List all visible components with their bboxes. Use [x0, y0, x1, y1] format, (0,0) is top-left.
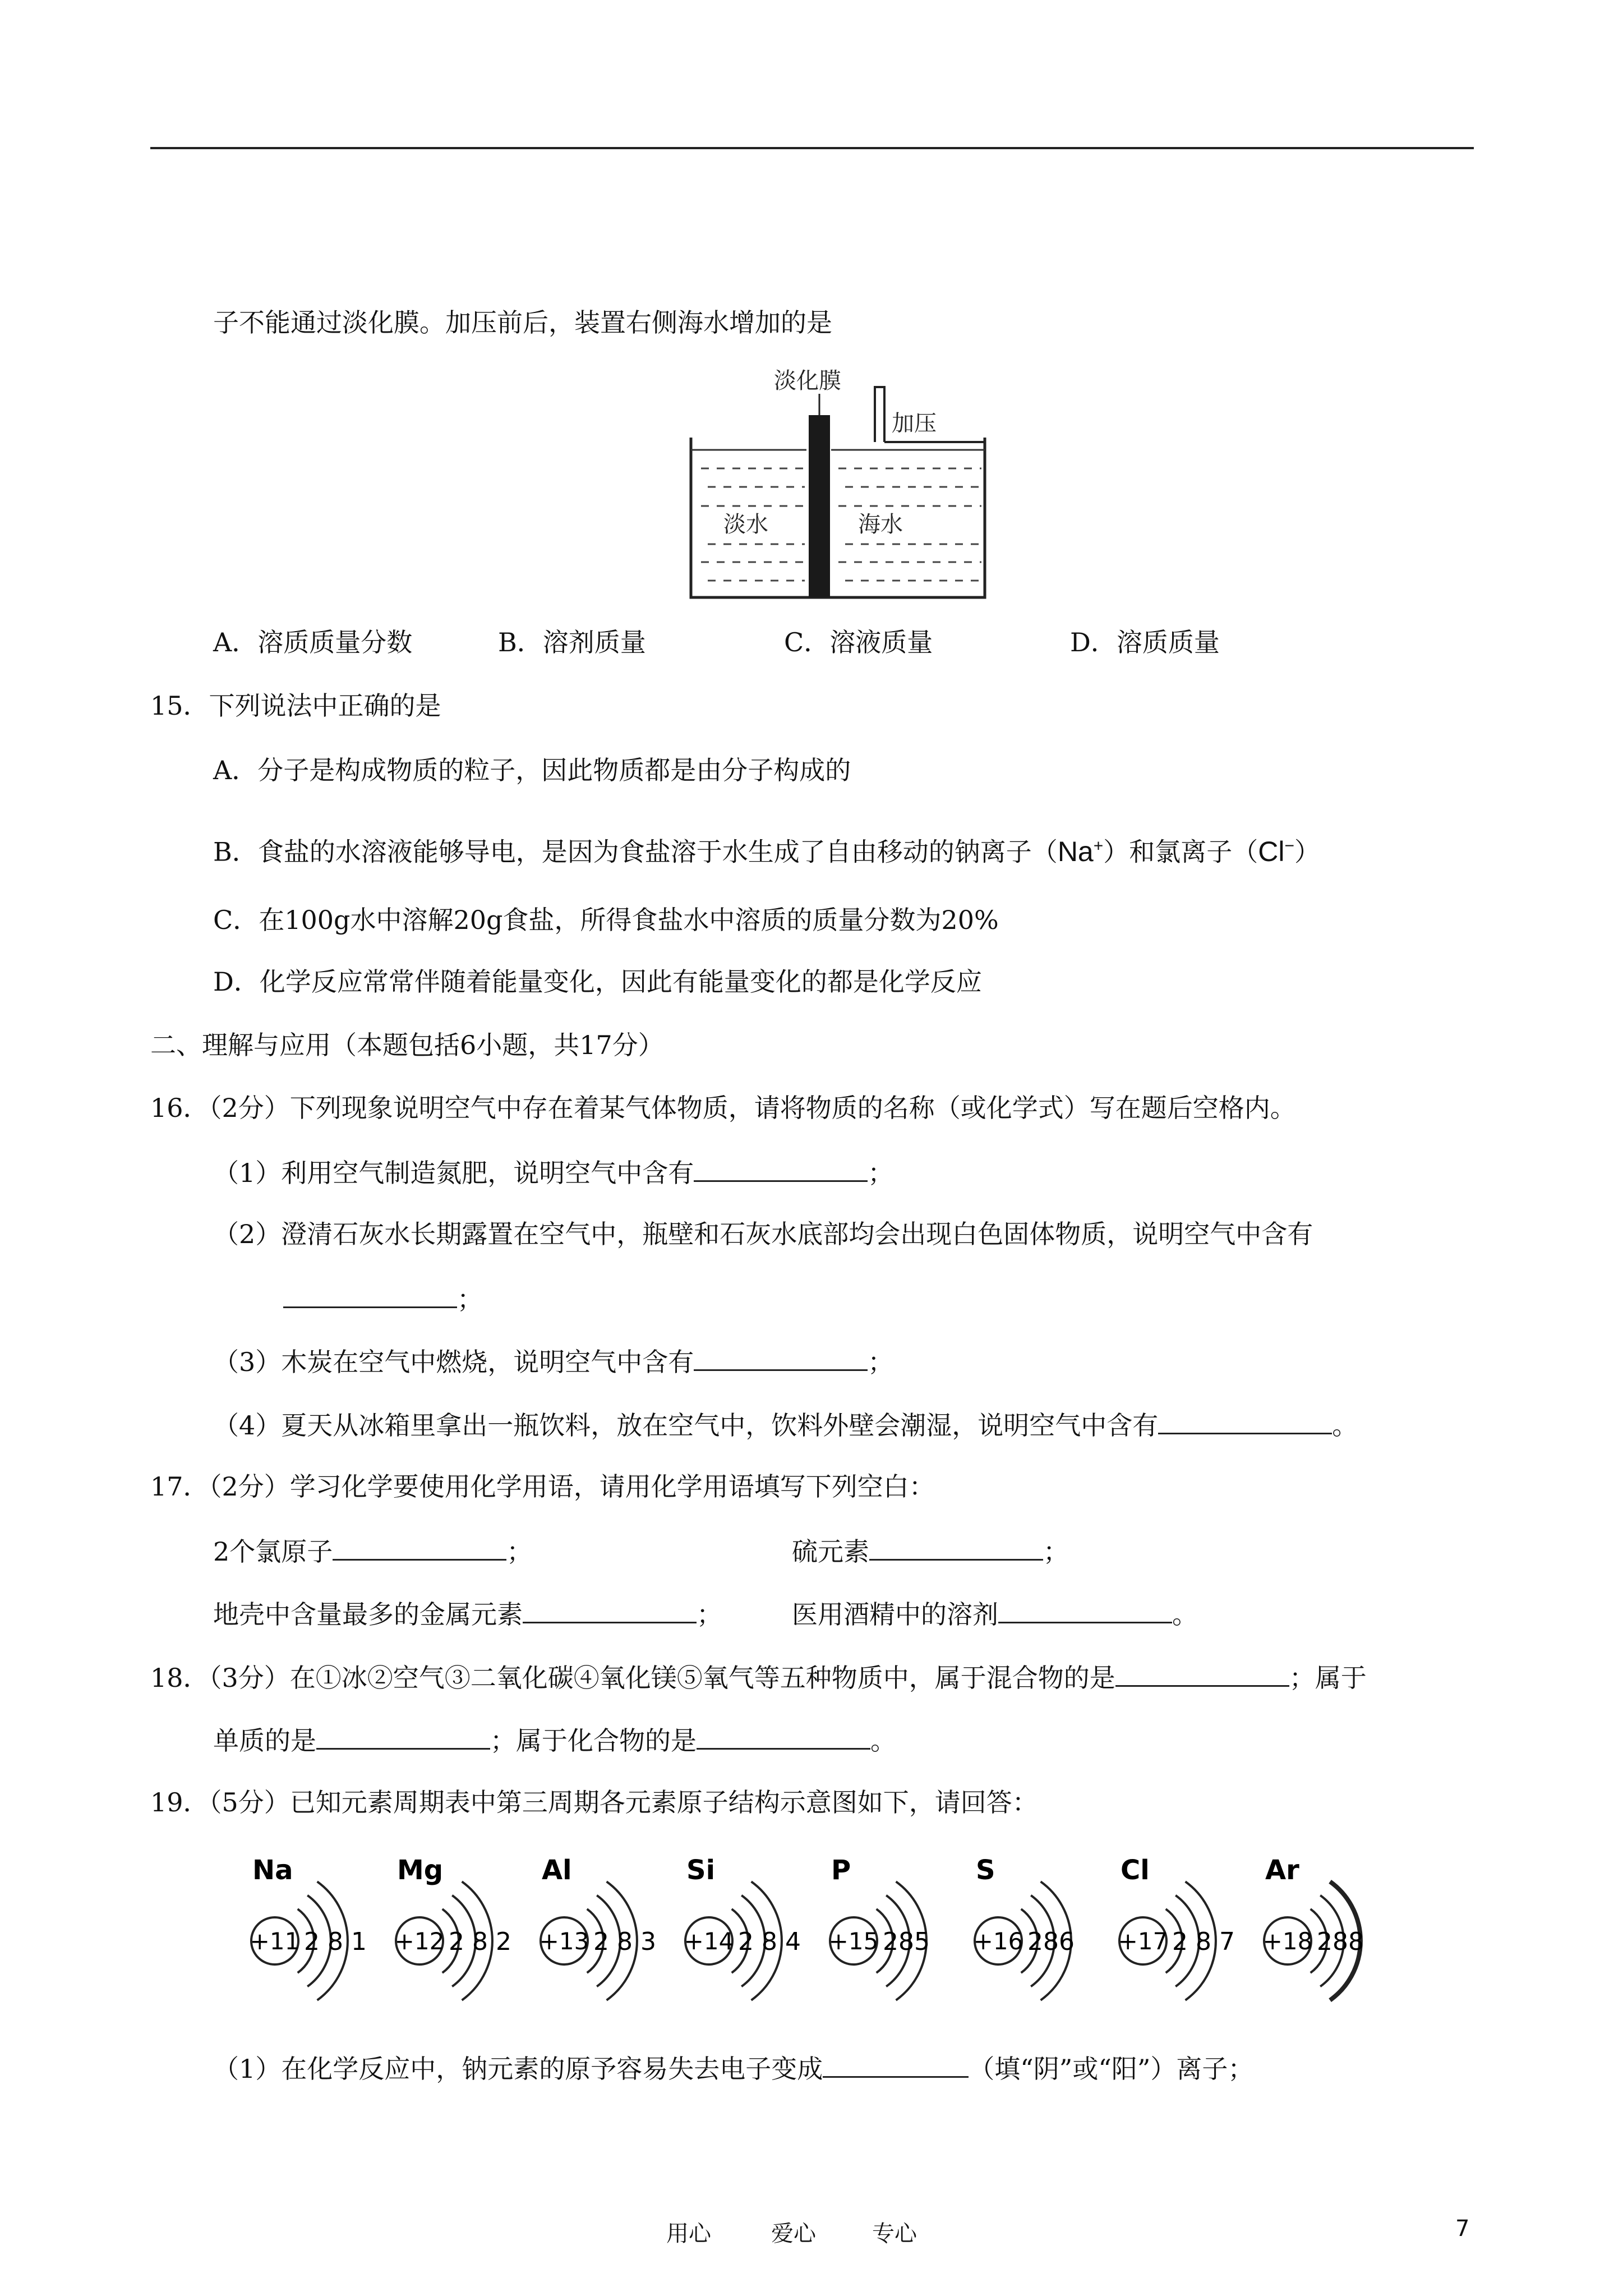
shell-electron-counts: 2 8 4	[738, 1927, 801, 1956]
q17-item2: 硫元素 ；	[792, 1533, 1069, 1568]
footer-motto-3: 专心	[872, 2221, 917, 2247]
answer-blank[interactable]	[823, 2050, 969, 2078]
answer-blank[interactable]	[316, 1722, 490, 1750]
pressure-label: 加压	[892, 411, 937, 436]
q17-item1: 2个氯原子 ；	[213, 1533, 532, 1568]
nucleus-charge: +13	[539, 1927, 589, 1955]
chloride-ion: Cl−	[1258, 835, 1295, 867]
element-symbol: Al	[542, 1855, 572, 1886]
header-rule	[150, 147, 1474, 149]
q14-option-c: C．溶液质量	[784, 627, 933, 657]
atom-diagram-mg	[395, 1855, 511, 2000]
q15-option-b: B．食盐的水溶液能够导电，是因为食盐溶于水生成了自由移动的钠离子（Na+）和氯离子（Cl−）	[213, 835, 1321, 867]
element-symbol: Si	[686, 1855, 716, 1886]
element-symbol: Mg	[397, 1855, 444, 1886]
q15-option-a: A．分子是构成物质的粒子，因此物质都是由分子构成的	[213, 755, 851, 785]
desalination-figure	[684, 359, 998, 606]
q14-option-a: A．溶质质量分数	[213, 627, 413, 657]
nucleus-charge: +16	[973, 1927, 1023, 1955]
answer-blank[interactable]	[998, 1596, 1172, 1623]
sea-water-label: 海水	[858, 512, 903, 537]
answer-blank[interactable]	[694, 1154, 868, 1182]
nucleus-charge: +15	[828, 1927, 879, 1955]
shell-electron-counts: 2 8 2	[449, 1927, 511, 1956]
answer-blank[interactable]	[697, 1722, 870, 1750]
answer-blank[interactable]	[694, 1343, 868, 1371]
atom-diagram-si	[684, 1855, 801, 2000]
element-symbol: S	[976, 1855, 995, 1886]
q16-part1: （1）利用空气制造氮肥，说明空气中含有 ；	[213, 1154, 893, 1190]
footer-motto-2: 爱心	[771, 2221, 816, 2247]
q14-option-d: D．溶质质量	[1070, 627, 1220, 657]
nucleus-charge: +12	[394, 1927, 445, 1955]
page-number: 7	[1455, 2216, 1470, 2242]
shell-electron-counts: 286	[1027, 1927, 1075, 1956]
atom-diagram-ar	[1263, 1855, 1364, 2000]
section-title: 二、理解与应用（本题包括6小题，共17分）	[150, 1030, 664, 1060]
q15-option-d: D．化学反应常常伴随着能量变化，因此有能量变化的都是化学反应	[213, 967, 982, 997]
q16-stem: 16．（2分）下列现象说明空气中存在着某气体物质，请将物质的名称（或化学式）写在题后空格内。	[150, 1093, 1296, 1123]
atom-diagram-al	[540, 1855, 656, 2000]
q17-stem: 17．（2分）学习化学要使用化学用语，请用化学用语填写下列空白：	[150, 1471, 935, 1502]
footer-motto-1: 用心	[666, 2221, 711, 2247]
answer-blank[interactable]	[1115, 1659, 1289, 1687]
answer-blank[interactable]	[333, 1533, 506, 1561]
answer-blank[interactable]	[869, 1533, 1043, 1561]
q16-part2-answer: ；	[283, 1281, 483, 1316]
membrane-bar	[809, 415, 830, 597]
q16-part4: （4）夏天从冰箱里拿出一瓶饮料，放在空气中，饮料外壁会潮湿，说明空气中含有 。	[213, 1407, 1358, 1442]
element-symbol: Na	[252, 1855, 293, 1886]
shell-electron-counts: 2 8 7	[1172, 1927, 1235, 1956]
atom-diagram-s	[974, 1855, 1075, 2000]
q15-stem: 15．下列说法中正确的是	[150, 691, 441, 721]
q14-stem-tail: 子不能通过淡化膜。加压前后，装置右侧海水增加的是	[213, 307, 832, 338]
shell-electron-counts: 285	[883, 1927, 930, 1956]
membrane-label: 淡化膜	[774, 368, 841, 394]
element-symbol: Cl	[1121, 1855, 1150, 1886]
q17-item4: 医用酒精中的溶剂 。	[792, 1596, 1198, 1631]
nucleus-charge: +11	[250, 1927, 300, 1955]
q19-stem: 19．（5分）已知元素周期表中第三周期各元素原子结构示意图如下，请回答：	[150, 1787, 1038, 1818]
answer-blank[interactable]	[523, 1596, 697, 1623]
q14-option-b: B．溶剂质量	[498, 627, 646, 657]
nucleus-charge: +14	[684, 1927, 734, 1955]
element-symbol: P	[831, 1855, 851, 1886]
q15-option-c: C．在100g水中溶解20g食盐，所得食盐水中溶质的质量分数为20%	[213, 905, 999, 935]
atom-diagram-cl	[1118, 1855, 1235, 2000]
answer-blank[interactable]	[283, 1281, 457, 1308]
nucleus-charge: +17	[1118, 1927, 1168, 1955]
q16-part2: （2）澄清石灰水长期露置在空气中，瓶壁和石灰水底部均会出现白色固体物质，说明空气中含有	[213, 1219, 1313, 1249]
atom-structure-diagrams	[241, 1846, 1408, 2014]
atom-diagram-p	[829, 1855, 930, 2000]
sodium-ion: Na+	[1057, 835, 1104, 867]
shell-electron-counts: 2 8 1	[304, 1927, 367, 1956]
shell-electron-counts: 2 8 3	[593, 1927, 656, 1956]
answer-blank[interactable]	[1158, 1407, 1332, 1434]
fresh-water-label: 淡水	[723, 512, 768, 537]
atom-diagram-na	[250, 1855, 367, 2000]
q17-item3: 地壳中含量最多的金属元素 ；	[213, 1596, 722, 1631]
q18-line2: 单质的是 ；属于化合物的是 。	[213, 1722, 896, 1757]
q16-part3: （3）木炭在空气中燃烧，说明空气中含有 ；	[213, 1343, 893, 1379]
q18-line1: 18．（3分）在①冰②空气③二氧化碳④氧化镁⑤氧气等五种物质中，属于混合物的是 ；属于	[150, 1659, 1367, 1695]
shell-electron-counts: 288	[1317, 1927, 1364, 1956]
q19-part1: （1）在化学反应中，钠元素的原予容易失去电子变成 （填“阴”或“阳”）离子；	[213, 2050, 1253, 2086]
element-symbol: Ar	[1265, 1855, 1299, 1886]
nucleus-charge: +18	[1262, 1927, 1313, 1955]
